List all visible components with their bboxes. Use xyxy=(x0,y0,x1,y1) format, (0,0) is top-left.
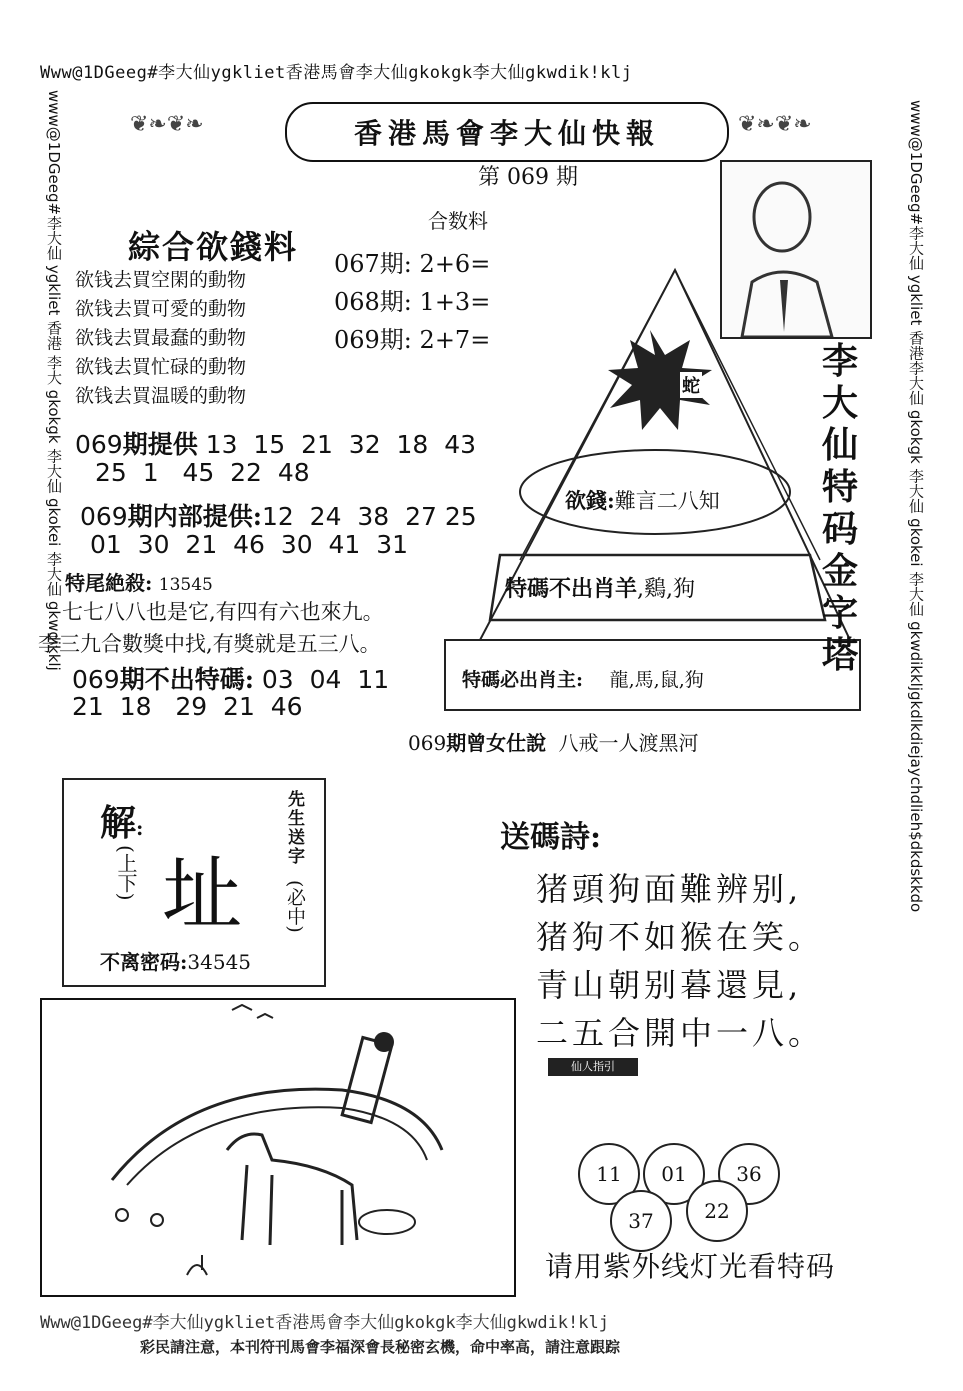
left-ornament-icon: ❦❧❦❧ xyxy=(130,112,204,137)
poem-body xyxy=(536,865,824,1057)
top-border-text: Www@1DGeeg#李大仙ygkliet香港馬會李大仙gkokgk李大仙gkwdik!klj xyxy=(40,63,633,83)
number-ball: 36 xyxy=(718,1143,780,1205)
buchu-line1: 069期不出特碼: 03 04 11 xyxy=(72,665,390,694)
jie-label: 解: xyxy=(100,802,144,844)
pyramid-burst-text: 蛇 xyxy=(680,372,702,398)
tigong-line1: 069期提供 13 15 21 32 18 43 xyxy=(75,430,477,459)
zonghe-list xyxy=(75,266,246,411)
zonghe-title: 綜合欲錢料 xyxy=(128,228,299,266)
number-ball: 22 xyxy=(686,1180,748,1242)
horse-illustration xyxy=(40,998,516,1297)
buchu-numbers: 03 04 11 xyxy=(261,665,390,694)
pyramid-yuqian: 欲錢:難言二八知 xyxy=(565,488,720,513)
period-label: 069期: xyxy=(334,326,412,354)
bottom-border-text: Www@1DGeeg#李大仙ygkliet香港馬會李大仙gkokgk李大仙gkwdik!klj xyxy=(40,1313,609,1333)
list-item: 欲钱去買可愛的動物 xyxy=(75,298,247,320)
period-label: 067期: xyxy=(334,250,412,278)
jie-char: 址 xyxy=(162,848,242,941)
poem-line: 猪頭狗面難辨别, xyxy=(536,870,803,908)
pyramid-title: 李大仙特码金字塔 xyxy=(821,340,858,676)
period-label: 068期: xyxy=(334,288,412,316)
right-border-text: www@1DGeeg#李大仙 ygkliet 香港李大仙 gkokgk 李大仙 gkokei 李大仙 gkwdikkljgkdlkdiejaychdlieh$dkdskkdo xyxy=(907,100,925,913)
issue-number: 第 069 期 xyxy=(478,165,578,190)
zeng-row: 069期曾女仕說 八戒一人渡黑河 xyxy=(408,731,699,755)
jie-bizhong: (必中) xyxy=(284,880,306,933)
verse-1: 七七八八也是它,有四有六也來九。 xyxy=(62,600,384,624)
left-border-text: www@1DGeeg#李大仙 ygkliet 香港 李大 gkokgk 李大仙 gkokei 李大仙 gkwdikklj xyxy=(45,90,63,671)
pyramid-not-out: 特碼不出肖羊,鷄,狗 xyxy=(505,576,696,602)
poem-title: 送碼詩: xyxy=(500,820,602,855)
verse-2: 李三九合數獎中找,有獎就是五三八。 xyxy=(38,632,381,656)
list-item: 欲钱去買最蠢的動物 xyxy=(75,327,247,349)
jie-side-label: 先生送字 xyxy=(284,790,304,866)
jie-updown: (上下) xyxy=(114,845,138,901)
poem-stamp: 仙人指引 xyxy=(548,1058,638,1076)
tewei-value: 13545 xyxy=(158,575,213,595)
number-ball: 11 xyxy=(578,1143,640,1205)
right-ornament-icon: ❦❧❦❧ xyxy=(738,112,812,137)
poem-line: 二五合開中一八。 xyxy=(536,1014,825,1052)
uv-note: 请用紫外线灯光看特码 xyxy=(545,1250,836,1283)
list-item: 欲钱去買空閑的動物 xyxy=(75,269,247,291)
pyramid-must-out: 特碼必出肖主: 龍,馬,鼠,狗 xyxy=(462,669,704,691)
tewei-row: 特尾絶殺: 13545 xyxy=(65,571,213,595)
list-item: 欲钱去買忙碌的動物 xyxy=(75,356,247,378)
zeng-value: 八戒一人渡黑河 xyxy=(558,731,699,755)
number-ball: 37 xyxy=(610,1190,672,1252)
period-value: 2+6= xyxy=(419,250,491,278)
neibu-line2: 01 30 21 46 30 41 31 xyxy=(90,530,409,559)
period-value: 1+3= xyxy=(419,288,491,316)
number-ball: 01 xyxy=(643,1143,705,1205)
period-value: 2+7= xyxy=(419,326,491,354)
poem-line: 青山朝别暮還見, xyxy=(536,966,803,1004)
buchu-line2: 21 18 29 21 46 xyxy=(72,692,303,721)
neibu-line1: 069期内部提供:12 24 38 27 25 xyxy=(80,502,477,531)
tigong-numbers: 13 15 21 32 18 43 xyxy=(205,430,477,459)
jie-password: 不离密码:34545 xyxy=(100,950,252,974)
heshu-label: 合数料 xyxy=(428,209,488,233)
page-title: 香港馬會李大仙快報 xyxy=(285,102,729,162)
neibu-numbers: 12 24 38 27 25 xyxy=(261,502,477,531)
poem-line: 猪狗不如猴在笑。 xyxy=(536,918,825,956)
footer-note: 彩民請注意，本刊符刊馬會李福深會長秘密玄機，命中率高，請注意跟踪 xyxy=(140,1338,621,1356)
tigong-line2: 25 1 45 22 48 xyxy=(95,458,310,487)
list-item: 欲钱去買温暖的動物 xyxy=(75,385,247,407)
